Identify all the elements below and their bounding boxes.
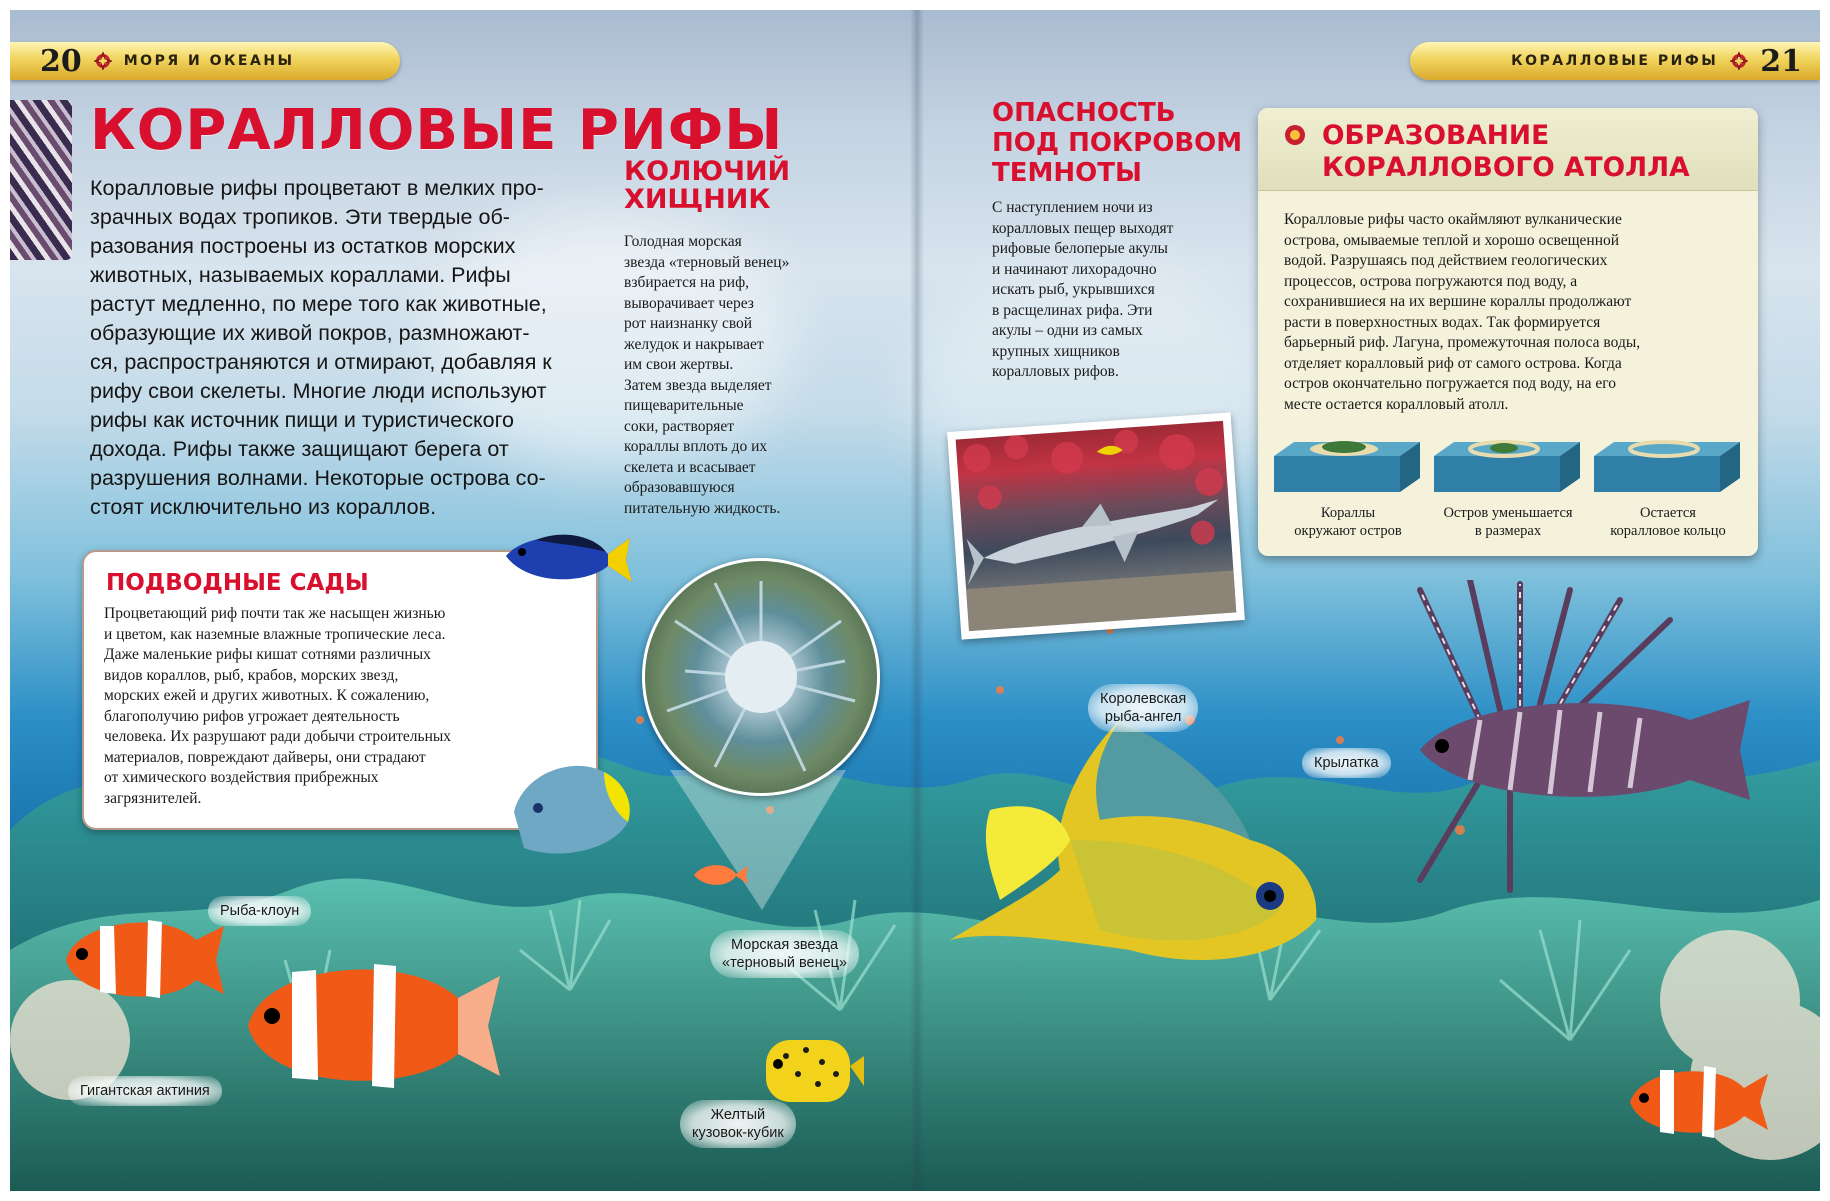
atoll-stage-1-diagram: [1274, 436, 1420, 496]
page-header-left: [10, 42, 400, 80]
shark-illustration: [956, 421, 1237, 631]
clownfish-label: Рыба-клоун: [208, 896, 311, 926]
atoll-stage-2-diagram: [1434, 436, 1580, 496]
angelfish-label: Королевская рыба-ангел: [1088, 684, 1198, 732]
atoll-stage-caption: Кораллы окружают остров: [1294, 505, 1402, 539]
queen-angelfish: [950, 700, 1330, 1000]
clownfish: [1620, 1054, 1770, 1144]
anemone-label: Гигантская актиния: [68, 1076, 222, 1106]
book-spread: [10, 10, 1820, 1191]
atoll-stage-3-diagram: [1594, 436, 1740, 496]
page-header-right: [1410, 42, 1820, 80]
blue-tang-fish: [496, 526, 636, 590]
atoll-text: Коралловые рифы часто окаймляют вулканические острова, омываемые теплой и хорошо освещенной водой. Разрушаясь под действием геологических процессов, острова погружаются под воду, а сохранившиеся на их вершине кораллы продолжают расти в поверхностных водах. Так формируется барьерный риф. Лагуна, промежуточная полоса воды, отделяет коралловый риф от самого острова. Когда остров окончательно погружается под воду, на его месте остается коралловый атолл.: [1284, 211, 1641, 413]
boxfish-label: Желтый кузовок-кубик: [680, 1100, 796, 1148]
section-name: КОРАЛЛОВЫЕ РИФЫ: [1511, 53, 1719, 69]
gardens-text: Процветающий риф почти так же насыщен жизнью и цветом, как наземные влажные тропические леса. Даже маленькие рифы кишат сотнями различных видов кораллов, рыб, крабов, морских звезд, морских ежей и других животных. К сожалению, благополучию рифов угрожает деятельность человека. Их разрушают ради добычи строительных материалов, повреждают дайверы, они страдают от химического воздействия прибрежных загрязнителей.: [104, 605, 452, 807]
page-title: КОРАЛЛОВЫЕ РИФЫ: [90, 98, 784, 163]
page-number: 21: [1760, 43, 1802, 79]
atoll-panel: [1258, 108, 1758, 556]
small-angelfish: [494, 752, 644, 872]
intro-text: Коралловые рифы процветают в мелких про- зрачных водах тропиков. Эти твердые об- разования построены из остатков морских животных, называемых кораллами. Рифы растут медленно, по мере того как животные, образующие их живой покров, размножают- ся, распространяются и отмирают, добавляя к рифу свои скелеты. Многие люди используют рифы как источник пищи и туристического дохода. Рифы также защищают берега от разрушения волнами. Некоторые острова со- стоят исключительно из кораллов.: [90, 176, 552, 519]
clownfish: [238, 942, 508, 1102]
danger-heading: ОПАСНОСТЬ ПОД ПОКРОВОМ ТЕМНОТЫ: [992, 98, 1243, 188]
compass-icon: [94, 52, 112, 70]
atoll-stage-caption: Остается коралловое кольцо: [1610, 505, 1726, 539]
crown-of-thorns-photo: [642, 558, 880, 796]
predator-text: Голодная морская звезда «терновый венец» взбирается на риф, выворачивает через рот наизнанку свой желудок и накрывает им свои жертвы. Затем звезда выделяет пищеварительные соки, растворяет кораллы вплоть до их скелета и всасывает образовавшуюся питательную жидкость.: [624, 233, 790, 517]
clownfish: [56, 900, 226, 1010]
atoll-heading: ОБРАЗОВАНИЕ КОРАЛЛОВОГО АТОЛЛА: [1322, 120, 1690, 183]
predator-heading: КОЛЮЧИЙ ХИЩНИК: [624, 156, 791, 216]
starfish-label: Морская звезда «терновый венец»: [710, 930, 859, 978]
page-number: 20: [40, 43, 82, 79]
lionfish: [1360, 580, 1760, 900]
shark-photo: [947, 412, 1245, 639]
lionfish-photo: [10, 100, 72, 260]
danger-text: С наступлением ночи из коралловых пещер выходят рифовые белоперые акулы и начинают лихорадочно искать рыб, укрывшихся в расщелинах рифа. Эти акулы – одни из самых крупных хищников коралловых рифов.: [992, 199, 1174, 380]
lionfish-label: Крылатка: [1302, 748, 1391, 778]
compass-icon: [1730, 52, 1748, 70]
bullet-icon: [1284, 124, 1306, 146]
atoll-stage-caption: Остров уменьшается в размерах: [1443, 505, 1573, 539]
section-name: МОРЯ И ОКЕАНЫ: [123, 53, 295, 69]
small-fish: [690, 860, 750, 890]
gardens-heading: ПОДВОДНЫЕ САДЫ: [106, 570, 369, 596]
